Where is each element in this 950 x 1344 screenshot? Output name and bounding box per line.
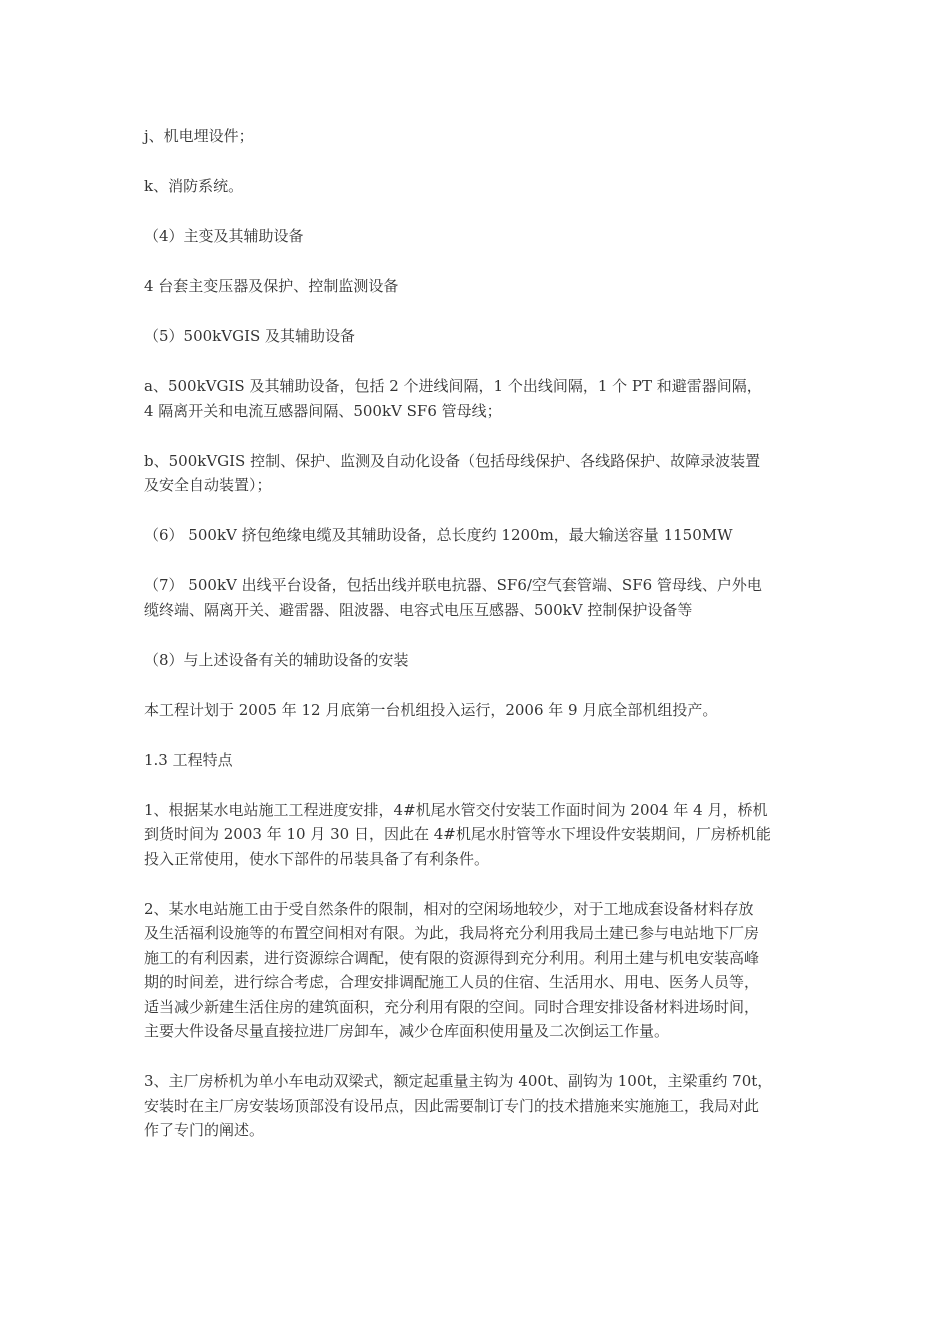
text-line: （4）主变及其辅助设备: [144, 227, 304, 245]
paragraph: [144, 1069, 810, 1143]
text-line: 到货时间为 2003 年 10 月 30 日，因此在 4#机尾水肘管等水下埋设件安装期间，厂房桥机能: [144, 825, 771, 843]
paragraph: [144, 124, 810, 149]
text-line: 期的时间差，进行综合考虑，合理安排调配施工人员的住宿、生活用水、用电、医务人员等，: [144, 973, 760, 991]
text-line: 作了专门的阐述。: [144, 1121, 265, 1139]
text-line: （6） 500kV 挤包绝缘电缆及其辅助设备，总长度约 1200m，最大输送容量 1150MW: [144, 526, 733, 544]
paragraph: [144, 573, 810, 622]
text-line: k、消防系统。: [144, 177, 244, 195]
text-line: （5）500kVGIS 及其辅助设备: [144, 327, 356, 345]
text-line: 1.3 工程特点: [144, 750, 233, 769]
paragraph: [144, 698, 810, 723]
paragraph: [144, 648, 810, 673]
text-line: 安装时在主厂房安装场顶部没有设吊点，因此需要制订专门的技术措施来实施施工，我局对此: [144, 1096, 760, 1115]
text-line: j、机电埋设件；: [144, 127, 254, 145]
text-line: 及生活福利设施等的布置空间相对有限。为此，我局将充分利用我局土建已参与电站地下厂房: [144, 924, 760, 942]
paragraph: [144, 274, 810, 299]
text-line: 缆终端、隔离开关、避雷器、阻波器、电容式电压互感器、500kV 控制保护设备等: [144, 600, 693, 619]
text-line: 4 隔离开关和电流互感器间隔、500kV SF6 管母线；: [144, 401, 502, 420]
text-line: 施工的有利因素，进行资源综合调配，使有限的资源得到充分利用。利用土建与机电安装高峰: [144, 948, 760, 967]
paragraph: [144, 897, 810, 1044]
text-line: （7） 500kV 出线平台设备，包括出线并联电抗器、SF6/空气套管端、SF6 管母线、户外电: [144, 576, 762, 594]
paragraph: [144, 523, 810, 548]
paragraph: [144, 449, 810, 498]
text-line: 1、根据某水电站施工工程进度安排，4#机尾水管交付安装工作面时间为 2004 年 4 月，桥机: [144, 800, 768, 819]
paragraph: [144, 224, 810, 249]
paragraph: [144, 798, 810, 872]
text-line: 主要大件设备尽量直接拉进厂房卸车，减少仓库面积使用量及二次倒运工作量。: [144, 1022, 670, 1040]
paragraph: [144, 748, 810, 773]
text-line: 投入正常使用，使水下部件的吊装具备了有利条件。: [144, 849, 490, 868]
paragraph: [144, 374, 810, 423]
paragraph: [144, 324, 810, 349]
text-line: 3、主厂房桥机为单小车电动双梁式，额定起重量主钩为 400t、副钩为 100t，主梁重约 70t，: [144, 1072, 773, 1090]
paragraph: [144, 174, 810, 199]
text-line: 2、某水电站施工由于受自然条件的限制，相对的空闲场地较少，对于工地成套设备材料存放: [144, 899, 754, 918]
text-line: 及安全自动装置）；: [144, 476, 272, 494]
text-line: 适当减少新建生活住房的建筑面积，充分利用有限的空间。同时合理安排设备材料进场时间，: [144, 997, 760, 1016]
text-line: b、500kVGIS 控制、保护、监测及自动化设备（包括母线保护、各线路保护、故障录波装置: [144, 451, 761, 470]
document-body: [144, 124, 810, 1168]
text-line: 本工程计划于 2005 年 12 月底第一台机组投入运行，2006 年 9 月底全部机组投产。: [144, 700, 718, 719]
text-line: （8）与上述设备有关的辅助设备的安装: [144, 650, 409, 669]
text-line: 4 台套主变压器及保护、控制监测设备: [144, 277, 399, 295]
text-line: a、500kVGIS 及其辅助设备，包括 2 个进线间隔，1 个出线间隔，1 个 PT 和避雷器间隔，: [144, 377, 762, 395]
